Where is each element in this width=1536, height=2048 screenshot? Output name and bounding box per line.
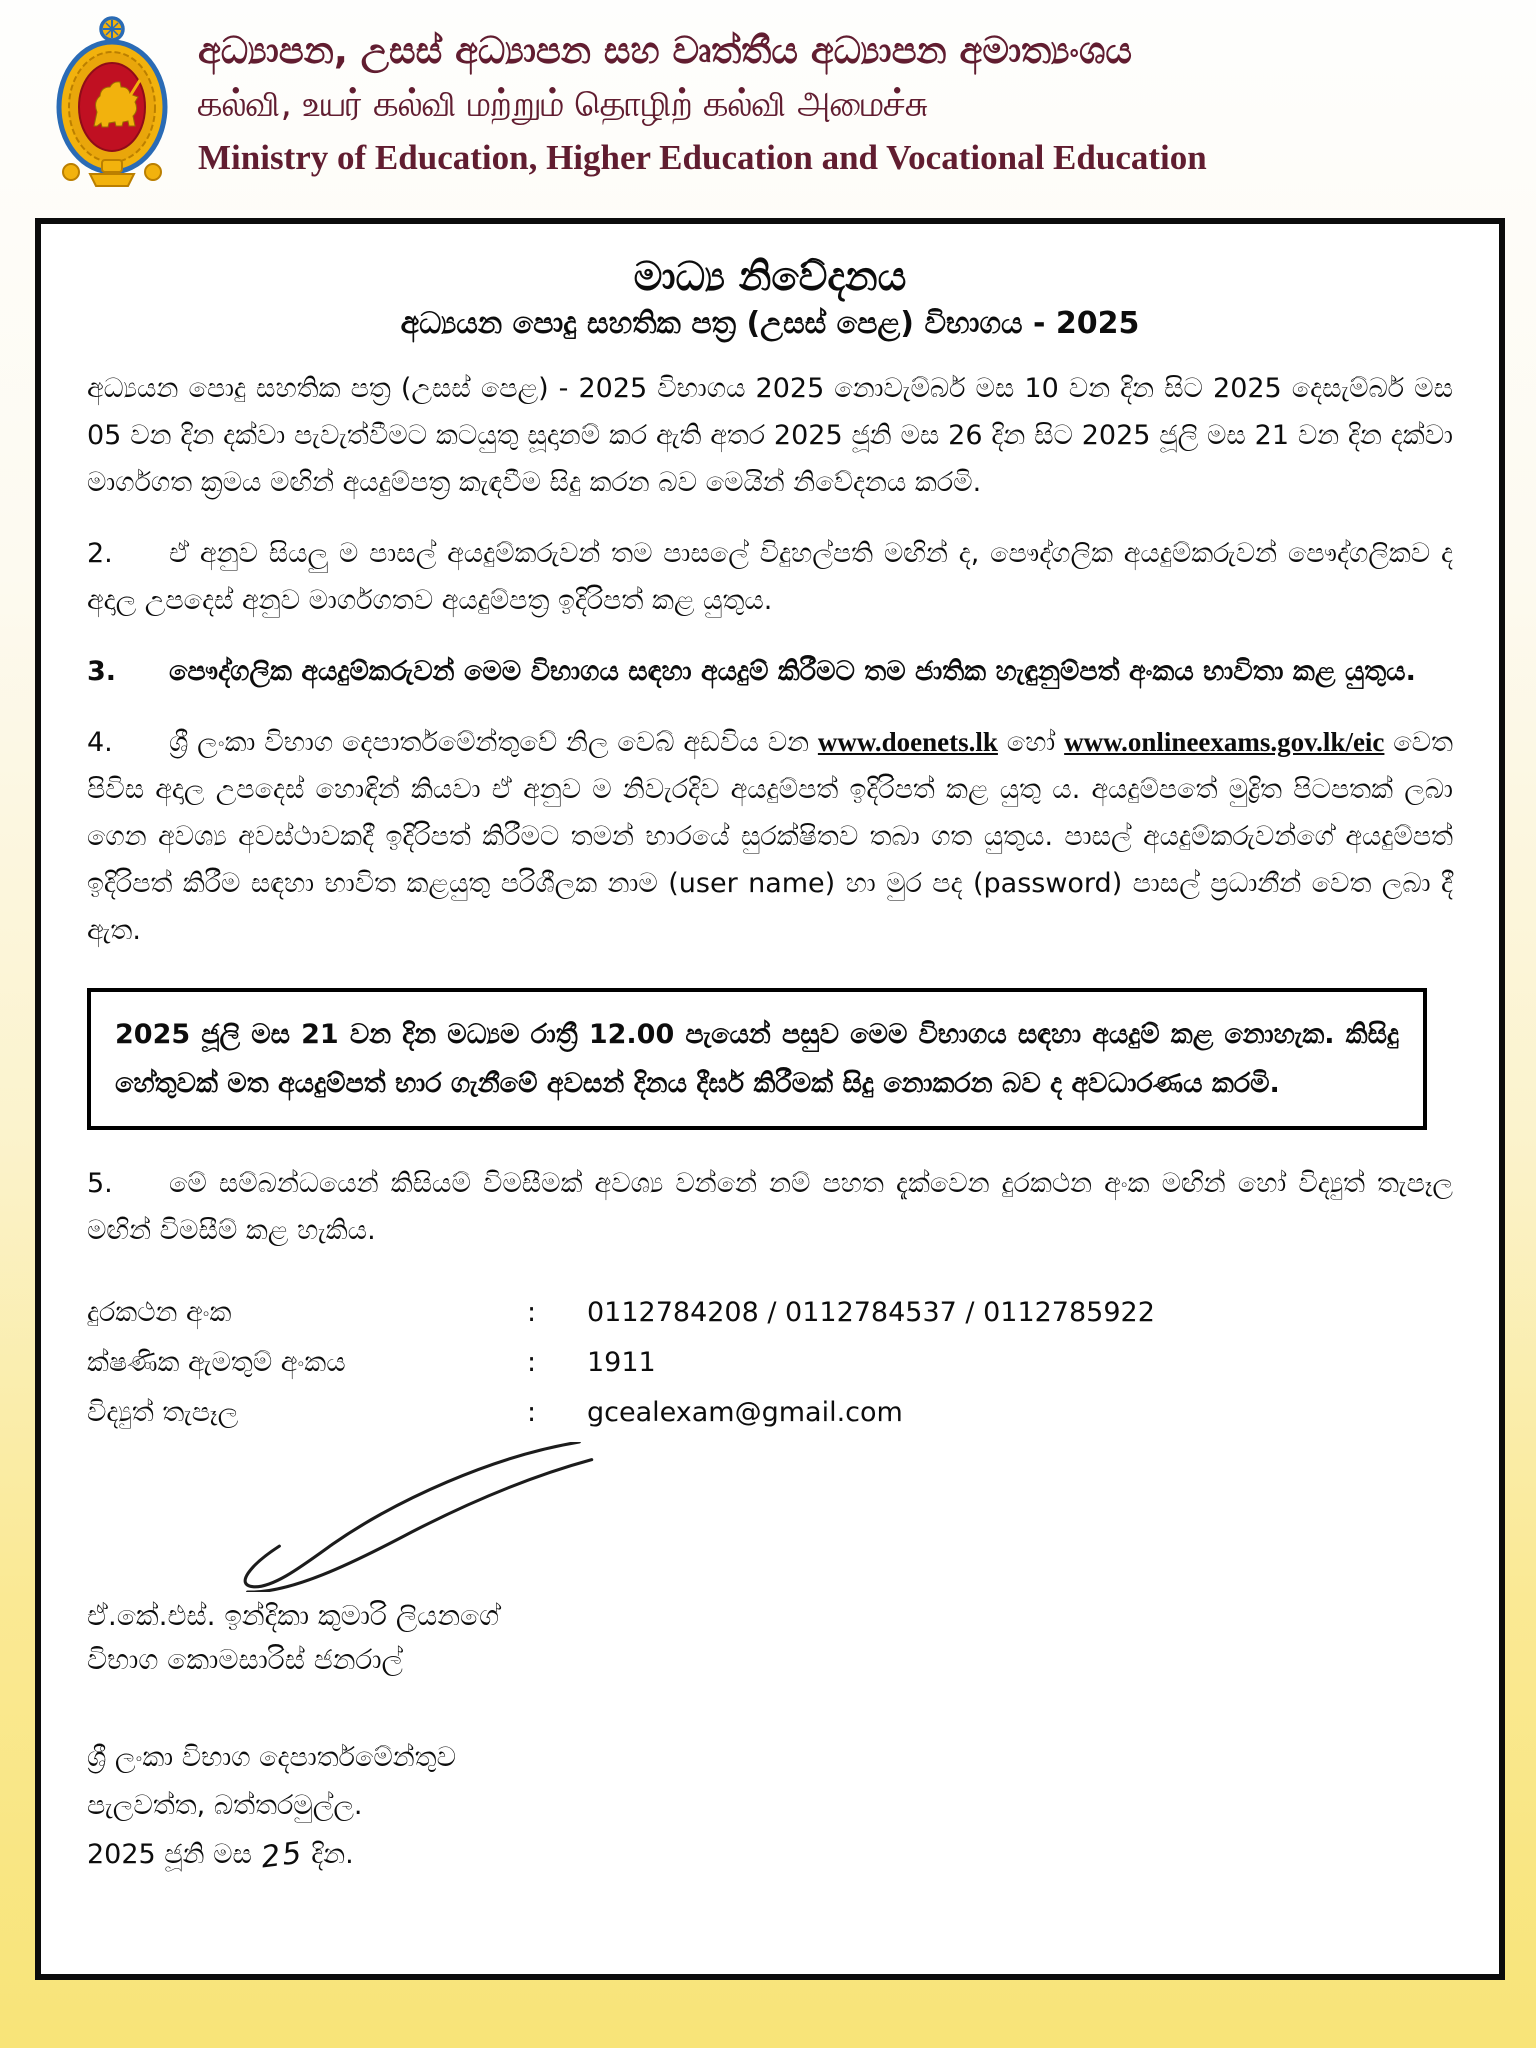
issue-date-line: [87, 1830, 1453, 1879]
notice-title: මාධ්‍ය නිවේදනය: [633, 254, 907, 300]
deadline-warning-text: 2025 ජූලි මස 21 වන දින මධ්‍යම රාත්‍රී 12.00 පැයෙන් පසුව මෙම විභාගය සඳහා අයදුම් කළ නොහැක. කිසිදු හේතුවක් මත අයදුම්පත් භාර ගැනීමේ අවසන් දිනය දීර්ඝ කිරීමක් සිදු නොකරන බව ද අවධාරණය කරමි.: [115, 1019, 1399, 1099]
signatory-designation: විභාග කොමසාරිස් ජනරාල්: [87, 1643, 403, 1676]
contact-row-email: [87, 1388, 1453, 1438]
issuer-address: පැලවත්ත, බත්තරමුල්ල.: [87, 1790, 363, 1821]
hotline-separator: :: [527, 1347, 537, 1378]
onlineexams-url: www.onlineexams.gov.lk/eic: [1064, 727, 1385, 757]
email-label: විද්‍යුත් තැපෑල: [87, 1397, 239, 1428]
ministry-name-tamil: கல்வி, உயர் கல்வி மற்றும் தொழிற் கல்வி அமைச்சு: [198, 84, 929, 125]
ministry-name-block: [198, 14, 1207, 184]
contact-details: [87, 1288, 1453, 1438]
paragraph-4-text-pre: ශ්‍රී ලංකා විභාග දෙපාර්තමේන්තුවේ නිල වෙබ් අඩවිය වන: [169, 727, 818, 758]
paragraph-2: [87, 530, 1453, 624]
paragraph-4-number: 4.: [87, 727, 113, 758]
paragraph-5: [87, 1160, 1453, 1254]
paragraph-5-text: මේ සම්බන්ධයෙන් කිසියම් විමසීමක් අවශ්‍ය වන්නේ නම් පහත දැක්වෙන දුරකථන අංක මඟින් හෝ විද්‍යුත් තැපෑල මඟින් විමසීම් කළ හැකිය.: [87, 1168, 1453, 1246]
contact-row-hotline: [87, 1338, 1453, 1388]
signatory-name: ඒ.කේ.එස්. ඉන්දිකා කුමාරි ලියනගේ: [87, 1599, 500, 1632]
paragraph-4: [87, 719, 1453, 954]
paragraph-3: [87, 648, 1453, 695]
notice-document: [35, 218, 1505, 1980]
issuer-department: ශ්‍රී ලංකා විභාග දෙපාර්තමේන්තුව: [87, 1742, 456, 1773]
paragraph-2-text: ඒ අනුව සියලු ම පාසල් අයදුම්කරුවන් තම පාසලේ විදුහල්පති මඟින් ද, පෞද්ගලික අයදුම්කරුවන් පෞද්ගලිකව ද අදාල උපදෙස් අනුව මාර්ගගතව අයදුම්පත්‍ර ඉදිරිපත් කළ යුතුය.: [87, 538, 1453, 616]
issue-date-prefix: 2025 ජූනි මස: [87, 1839, 261, 1870]
phone-separator: :: [527, 1297, 537, 1328]
paragraph-5-number: 5.: [87, 1168, 113, 1199]
hotline-number: 1911: [587, 1347, 656, 1378]
phone-numbers: 0112784208 / 0112784537 / 0112785922: [587, 1297, 1155, 1328]
deadline-warning-box: [87, 988, 1427, 1130]
issue-date-handwritten-day: 25: [258, 1835, 305, 1876]
paragraph-1: අධ්‍යයන පොදු සහතික පත්‍ර (උසස් පෙළ) - 2025 විභාගය 2025 නොවැම්බර් මස 10 වන දින සිට 2025 දෙසැම්බර් මස 05 වන දින දක්වා පැවැත්වීමට කටයුතු සූදානම් කර ඇති අතර 2025 ජූනි මස 26 දින සිට 2025 ජූලි මස 21 වන දින දක්වා මාර්ගගත ක්‍රමය මඟින් අයදුම්පත්‍ර කැඳවීම සිදු කරන බව මෙයින් නිවේදනය කරමි.: [87, 373, 1453, 498]
notice-subtitle: අධ්‍යයන පොදු සහතික පත්‍ර (උසස් පෙළ) විභාගය - 2025: [400, 306, 1140, 341]
ministry-name-sinhala: අධ්‍යාපන, උසස් අධ්‍යාපන සහ වෘත්තීය අධ්‍යාපන අමාත්‍යංශය: [198, 29, 1133, 72]
contact-row-phone: [87, 1288, 1453, 1338]
paragraph-3-text: පෞද්ගලික අයදුම්කරුවන් මෙම විභාගය සඳහා අයදුම් කිරීමට තම ජාතික හැඳුනුම්පත් අංකය භාවිතා කළ යුතුය.: [169, 656, 1416, 687]
ministry-letterhead: [0, 0, 1536, 202]
hotline-label: ක්ෂණික ඇමතුම් අංකය: [87, 1347, 346, 1378]
sri-lanka-emblem-icon: [52, 14, 172, 194]
paragraph-4-text-post: වෙත පිවිස අදාල උපදෙස් හොඳින් කියවා ඒ අනුව ම නිවැරදිව අයදුම්පත් ඉදිරිපත් කළ යුතු ය. අයදුම්පතේ මුද්‍රිත පිටපතක් ලබා ගෙන අවශ්‍ය අවස්ථාවකදී ඉදිරිපත් කිරීමට තමන් භාරයේ සුරක්ෂිතව තබා ගත යුතුය. පාසල් අයදුම්කරුවන්ගේ අයදුම්පත් ඉදිරිපත් කිරීම සඳහා භාවිත කළයුතු පරිශීලක නාම (user name) හා මුර පද (password) පාසල් ප්‍රධානීන් වෙත ලබා දී ඇත.: [87, 727, 1453, 946]
issuer-block: [87, 1734, 1453, 1879]
ministry-name-english: Ministry of Education, Higher Education and Vocational Education: [198, 138, 1207, 177]
issue-date-suffix: දින.: [302, 1839, 354, 1870]
phone-label: දුරකථන අංක: [87, 1297, 232, 1328]
paragraph-4-text-mid: හෝ: [997, 727, 1065, 758]
handwritten-signature-icon: [197, 1442, 1453, 1592]
paragraph-3-number: 3.: [87, 656, 117, 687]
email-address: gcealexam@gmail.com: [587, 1397, 903, 1428]
email-separator: :: [527, 1397, 537, 1428]
paragraph-2-number: 2.: [87, 538, 113, 569]
doenets-url: www.doenets.lk: [817, 727, 998, 757]
